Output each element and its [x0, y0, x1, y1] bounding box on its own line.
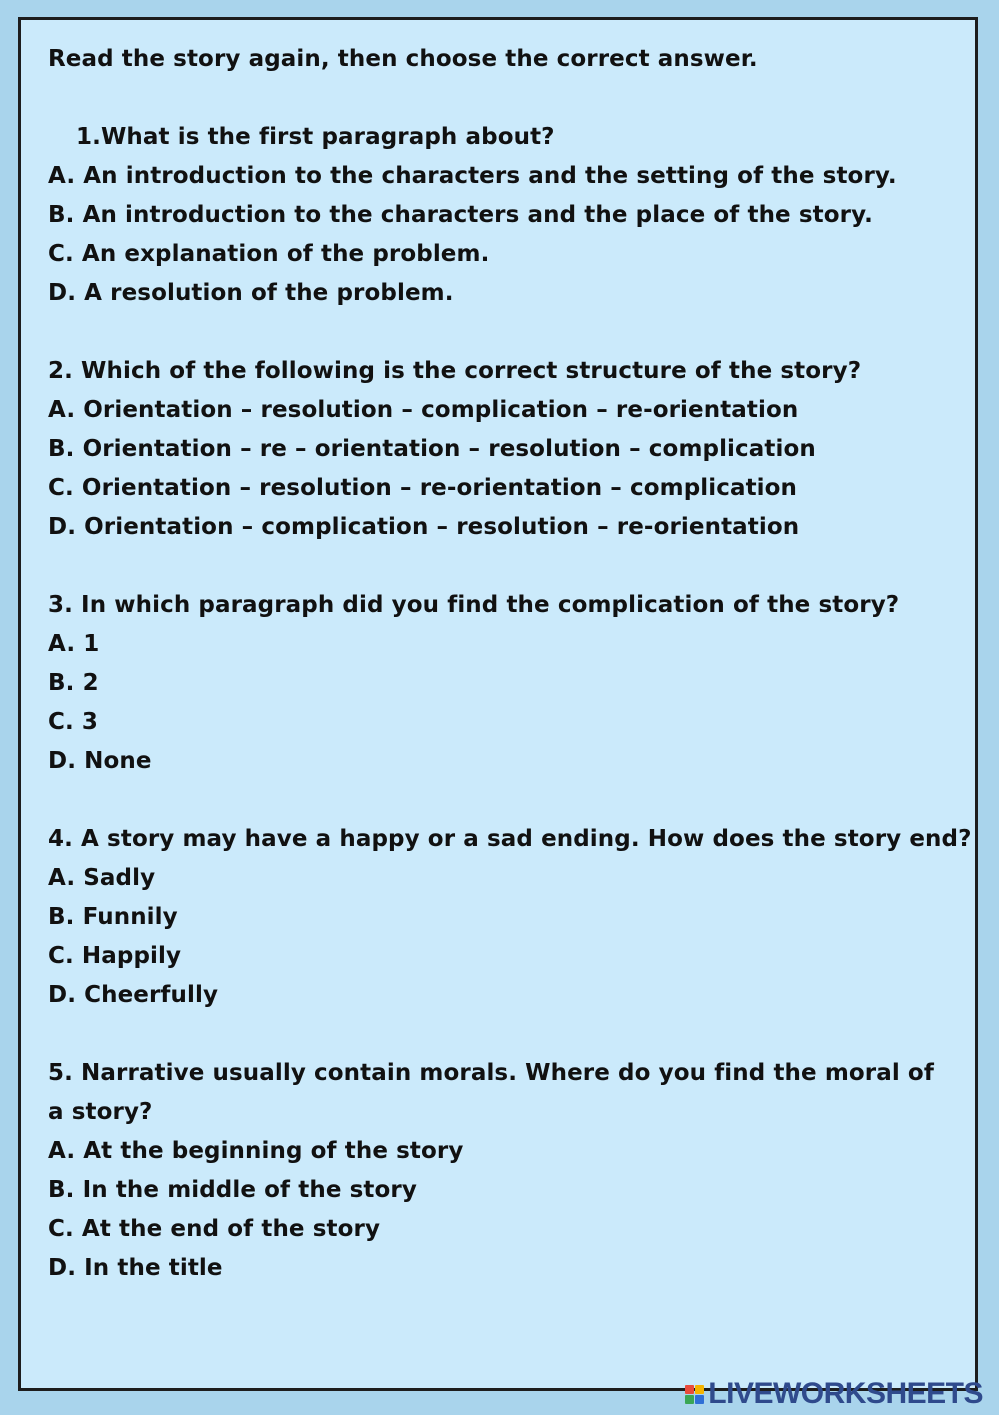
option-3d[interactable]: D. None [48, 748, 152, 774]
question-1: 1.What is the first paragraph about? [76, 124, 555, 150]
worksheet-content [48, 40, 972, 1288]
logo-mark-icon [685, 1385, 704, 1404]
option-5b[interactable]: B. In the middle of the story [48, 1177, 417, 1203]
option-5c[interactable]: C. At the end of the story [48, 1216, 381, 1242]
option-4d[interactable]: D. Cheerfully [48, 982, 219, 1008]
option-5a[interactable]: A. At the beginning of the story [48, 1138, 464, 1164]
option-3c[interactable]: C. 3 [48, 709, 99, 735]
option-3b[interactable]: B. 2 [48, 670, 99, 696]
instruction: Read the story again, then choose the correct answer. [48, 46, 758, 72]
logo-text: LIVEWORKSHEETS [708, 1377, 983, 1410]
option-2b[interactable]: B. Orientation – re – orientation – resolution – complication [48, 436, 816, 462]
option-2d[interactable]: D. Orientation – complication – resolution – re-orientation [48, 514, 800, 540]
option-1a[interactable]: A. An introduction to the characters and the setting of the story. [48, 163, 897, 189]
worksheet-page [18, 17, 978, 1391]
question-3: 3. In which paragraph did you find the complication of the story? [48, 592, 900, 618]
option-4a[interactable]: A. Sadly [48, 865, 156, 891]
option-5d[interactable]: D. In the title [48, 1255, 223, 1281]
option-1d[interactable]: D. A resolution of the problem. [48, 280, 454, 306]
option-1c[interactable]: C. An explanation of the problem. [48, 241, 490, 267]
question-5: 5. Narrative usually contain morals. Where do you find the moral of a story? [48, 1060, 934, 1125]
option-2c[interactable]: C. Orientation – resolution – re-orientation – complication [48, 475, 798, 501]
option-3a[interactable]: A. 1 [48, 631, 100, 657]
option-4b[interactable]: B. Funnily [48, 904, 178, 930]
question-4: 4. A story may have a happy or a sad ending. How does the story end? [48, 826, 972, 852]
option-2a[interactable]: A. Orientation – resolution – complication – re-orientation [48, 397, 799, 423]
question-2: 2. Which of the following is the correct structure of the story? [48, 358, 862, 384]
option-1b[interactable]: B. An introduction to the characters and the place of the story. [48, 202, 873, 228]
option-4c[interactable]: C. Happily [48, 943, 182, 969]
liveworksheets-logo[interactable] [685, 1377, 983, 1411]
